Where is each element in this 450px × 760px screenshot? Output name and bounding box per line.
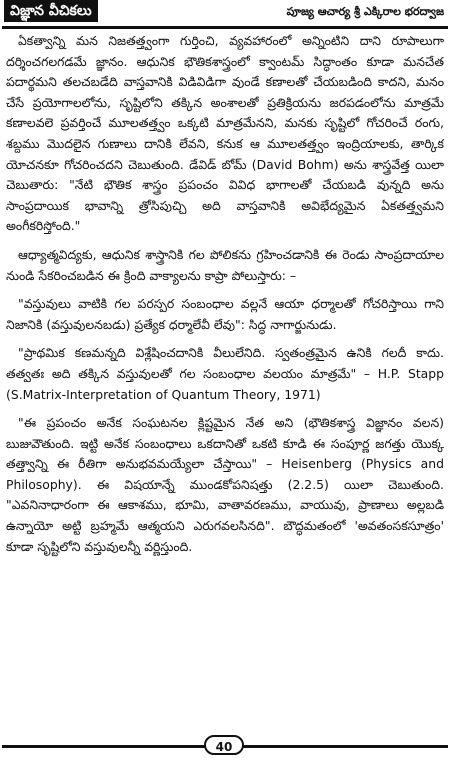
running-header	[2, 0, 448, 29]
page-number: 40	[204, 735, 244, 755]
paragraph: ఏకత్వాన్ని మన నిజతత్త్వంగా గుర్తించి, వ్యవహారంలో అన్నింటిని దాని రూపాలుగా దర్శించగలగడమే జ్ఞానం. ఆధునిక భౌతికశాస్త్రంలో క్వాంటమ్ సిద్ధాంతం కూడా మనచేత పదార్థమని తలచబడేది వాస్తవానికి విడివిడిగా వుండే కణాలతో చేయబడింది కాదని, మనం చేసే ప్రయోగాలలోను, సృష్టిలోని తక్కిన అంశాలతో ప్రతిక్రియను జరపడంలోను మాత్రమే కణాలవలె ప్రవర్తించే మూలతత్త్వం ఒక్కటి మాత్రమేనని, మనకు సృష్టిలో గోచరించే రంగు, శబ్దము మొదలైన గుణాలు దానికి లేవని, కనుక ఆ మూలతత్త్వం ఇంద్రియాలకు, తార్కిక యోచనకూ గోచరించదని చెబుతుంది. డేవిడ్ బోమ్ (David Bohm) అను శాస్త్రవేత్త యిలా చెబుతారు: "నేటి భౌతిక శాస్త్రం ప్రపంచం వివిధ భాగాలతో చేయబడి వున్నది అను సాంప్రదాయిక భావాన్ని త్రోసిపుచ్చి అది వాస్తవానికి అవిభేద్యమైన ఏకతత్త్వమని అంగీకరిస్తోంది."	[6, 33, 444, 234]
book-title: విజ్ఞాన వీచికలు	[4, 0, 98, 22]
page-body	[6, 31, 444, 686]
paragraph: ఆధ్యాత్మవిద్యకు, ఆధునిక శాస్త్రానికి గల పోలికను గ్రహించడానికి ఈ రెండు సాంప్రదాయాల నుండి సేకరించబడిన ఈ క్రింది వాక్యాలను కాప్రా పోలుస్తారు: –	[6, 246, 444, 283]
author-name: పూజ్య ఆచార్య శ్రీ ఎక్కిరాల భరద్వాజ	[286, 5, 444, 18]
quote-paragraph: "ప్రాథమిక కణమన్నది విశ్లేషించదానికి వీలులేనిది. స్వతంత్రమైన ఉనికి గలదీ కాదు. తత్వతః అది తక్కిన వస్తువులతో గల సంబంధాల వలయం మాత్రమే" – H.P. Stapp (S.Matrix-Interpretation of Quantum Theory, 1971)	[6, 345, 444, 402]
page-footer	[2, 734, 448, 758]
quote-paragraph: "ఈ ప్రపంచం అనేక సంఘటనల క్లిష్టమైన నేత అని (భౌతికశాస్త్ర విజ్ఞానం వలన) బుజువౌతుంది. ఇట్టి అనేక సంబంధాలు ఒకదానితో ఒకటి కూడి ఈ సంపూర్ణ జగత్తు యొక్క తత్త్వాన్ని ఈ రీతిగా అనుభవమయ్యేలా చేస్తాయి" – Heisenberg (Physics and Philosophy). ఈ విషయాన్నే ముండకోపనిషత్తు (2.2.5) యిలా చెబుతుంది. "ఎవనినాధారంగా ఈ ఆకాశము, భూమి, వాతావరణము, వాయువు, ప్రాణాలు అల్లబడి ఉన్నాయో అట్టి బ్రహ్మమే ఆత్మయని ఎరుగవలసినది". బౌద్ధమతంలో 'అవతంసకసూత్రం' కూడా సృష్టిలోని వస్తువులన్నీ వర్ణిస్తుంది.	[6, 415, 444, 554]
quote-paragraph: "వస్తువులు వాటికి గల పరస్పర సంబంధాల వల్లనే ఆయా ధర్మాలతో గోచరిస్తాయి గాని నిజానికి (వస్తువులనబడు) ప్రత్యేక ధర్మాలేవీ లేవు": సిద్ధ నాగార్జునుడు.	[6, 296, 444, 332]
